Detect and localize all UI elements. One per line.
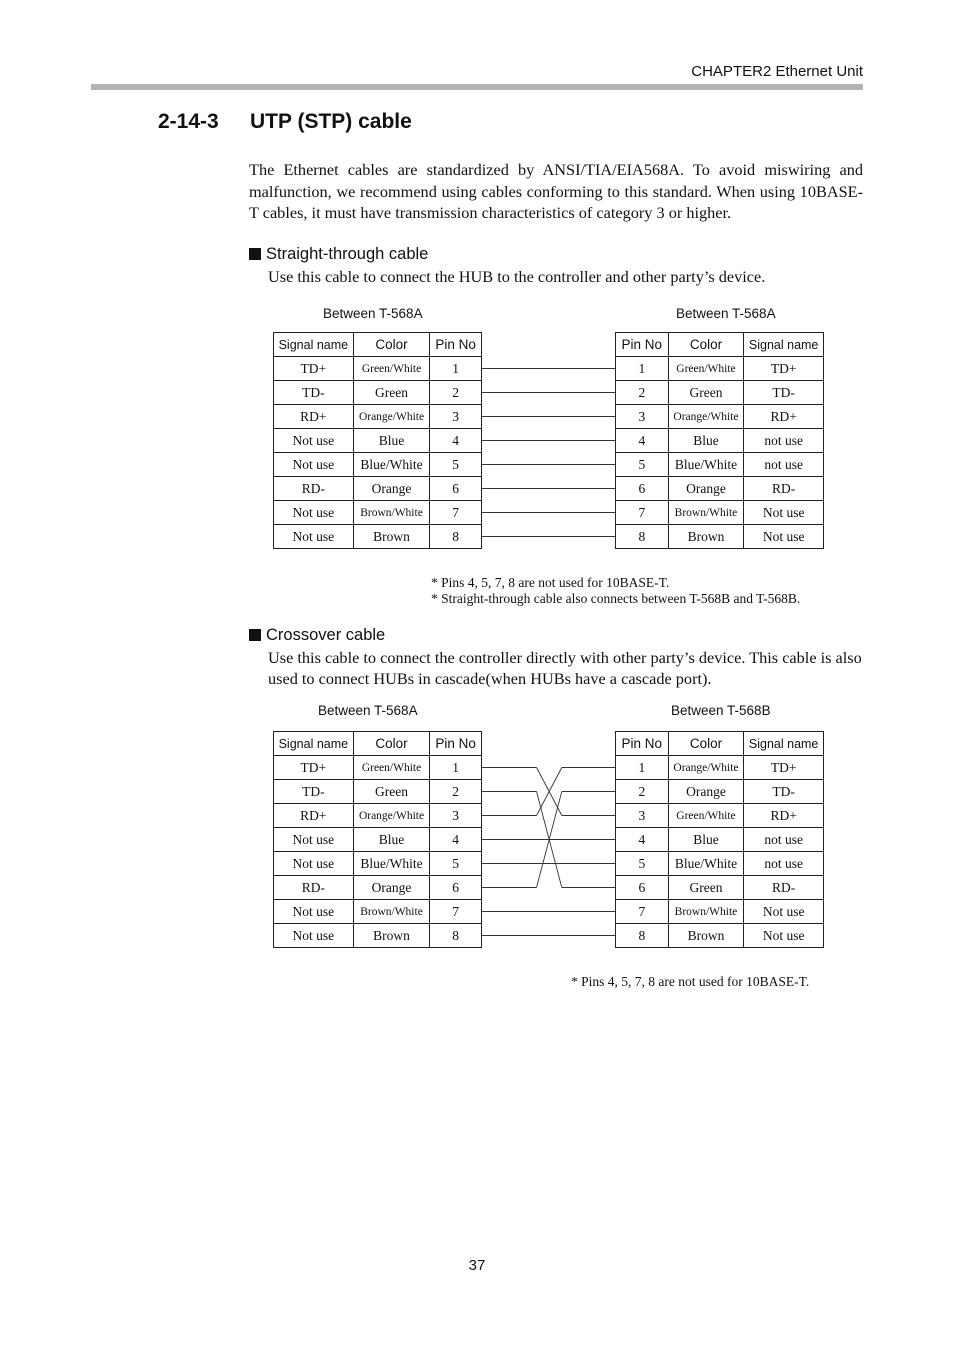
table-cell: TD- <box>744 381 824 405</box>
table-cell: 4 <box>616 429 669 453</box>
table-cell: Not use <box>274 828 354 852</box>
column-header: Pin No <box>616 732 669 756</box>
column-header: Color <box>668 732 744 756</box>
section-title-text: UTP (STP) cable <box>250 110 412 133</box>
table-cell: TD+ <box>744 756 824 780</box>
table-cell: 5 <box>616 852 669 876</box>
table-cell: Green/White <box>668 357 744 381</box>
table-cell: Green/White <box>353 756 430 780</box>
table-cell: RD+ <box>274 405 354 429</box>
table-cell: Not use <box>744 501 824 525</box>
column-header: Color <box>353 333 430 357</box>
table-cell: 1 <box>616 756 669 780</box>
table-cell: 1 <box>430 756 482 780</box>
table-cell: Not use <box>274 924 354 948</box>
table-cell: Blue/White <box>668 852 744 876</box>
table-cell: 2 <box>616 381 669 405</box>
crossover-note-1: * Pins 4, 5, 7, 8 are not used for 10BASE-T. <box>571 974 810 989</box>
table-cell: 3 <box>616 804 669 828</box>
table-cell: 2 <box>616 780 669 804</box>
column-header: Color <box>668 333 744 357</box>
crossover-heading-text: Crossover cable <box>266 626 386 644</box>
chapter-header: CHAPTER2 Ethernet Unit <box>691 63 863 80</box>
table-cell: Not use <box>744 525 824 549</box>
table-cell: Not use <box>274 852 354 876</box>
table-cell: Orange <box>353 477 430 501</box>
straight-note-2: * Straight-through cable also connects between T-568B and T-568B. <box>431 591 801 606</box>
table-cell: TD+ <box>274 756 354 780</box>
table-cell: RD+ <box>744 804 824 828</box>
table-cell: not use <box>744 852 824 876</box>
table-cell: RD- <box>274 477 354 501</box>
table-cell: Green <box>353 381 430 405</box>
table-cell: Not use <box>744 900 824 924</box>
table-cell: Blue <box>668 429 744 453</box>
table-cell: Green <box>353 780 430 804</box>
table-cell: RD- <box>744 876 824 900</box>
table-cell: Blue <box>353 429 430 453</box>
table-cell: Not use <box>274 900 354 924</box>
table-cell: Brown <box>353 924 430 948</box>
table-cell: not use <box>744 429 824 453</box>
table-cell: Blue <box>668 828 744 852</box>
table-cell: Green <box>668 381 744 405</box>
table-cell: 3 <box>616 405 669 429</box>
table-cell: Blue <box>353 828 430 852</box>
table-cell: Orange/White <box>668 405 744 429</box>
section-number: 2-14-3 <box>158 110 219 133</box>
table-cell: 8 <box>616 525 669 549</box>
column-header: Pin No <box>430 732 482 756</box>
table-cell: not use <box>744 828 824 852</box>
table-cell: Green/White <box>668 804 744 828</box>
table-cell: TD- <box>744 780 824 804</box>
straight-left-caption: Between T-568A <box>323 306 423 321</box>
crossover-right-caption: Between T-568B <box>671 703 771 718</box>
table-cell: Brown/White <box>353 900 430 924</box>
table-cell: TD+ <box>274 357 354 381</box>
table-cell: 7 <box>430 501 482 525</box>
straight-description: Use this cable to connect the HUB to the controller and other party’s device. <box>268 267 766 286</box>
table-cell: Orange <box>353 876 430 900</box>
table-cell: Not use <box>274 525 354 549</box>
table-cell: Green <box>668 876 744 900</box>
table-cell: RD- <box>744 477 824 501</box>
straight-heading-text: Straight-through cable <box>266 245 429 263</box>
column-header: Pin No <box>616 333 669 357</box>
column-header: Color <box>353 732 430 756</box>
intro-paragraph: The Ethernet cables are standardized by ANSI/TIA/EIA568A. To avoid miswiring and malfunction, we recommend using cables conforming to this standard. When using 10BASE-T cables, it must have transmission characteristics of category 3 or higher. <box>249 160 863 222</box>
column-header: Signal name <box>274 333 354 357</box>
table-cell: Not use <box>744 924 824 948</box>
table-cell: Blue/White <box>353 453 430 477</box>
table-cell: 6 <box>616 477 669 501</box>
page-number: 37 <box>468 1257 486 1274</box>
table-cell: Blue/White <box>668 453 744 477</box>
table-cell: Brown/White <box>668 501 744 525</box>
table-cell: RD+ <box>274 804 354 828</box>
table-cell: Brown/White <box>668 900 744 924</box>
column-header: Pin No <box>430 333 482 357</box>
table-cell: 7 <box>616 501 669 525</box>
table-cell: TD- <box>274 780 354 804</box>
table-cell: Not use <box>274 453 354 477</box>
table-cell: 6 <box>430 876 482 900</box>
straight-right-caption: Between T-568A <box>676 306 776 321</box>
table-cell: Brown <box>668 525 744 549</box>
table-cell: Brown <box>668 924 744 948</box>
table-cell: Orange/White <box>353 405 430 429</box>
table-cell: 6 <box>616 876 669 900</box>
table-cell: 4 <box>430 828 482 852</box>
table-cell: Not use <box>274 429 354 453</box>
table-cell: Not use <box>274 501 354 525</box>
table-cell: 4 <box>430 429 482 453</box>
table-cell: 6 <box>430 477 482 501</box>
table-cell: 4 <box>616 828 669 852</box>
crossover-description: Use this cable to connect the controller directly with other party’s device. This cable is also used to connect HUBs in cascade(when HUBs have a cascade port). <box>268 648 862 688</box>
table-cell: Green/White <box>353 357 430 381</box>
column-header: Signal name <box>744 732 824 756</box>
table-cell: 1 <box>430 357 482 381</box>
table-cell: 7 <box>616 900 669 924</box>
column-header: Signal name <box>274 732 354 756</box>
table-cell: 2 <box>430 381 482 405</box>
table-cell: 5 <box>616 453 669 477</box>
table-cell: Orange/White <box>668 756 744 780</box>
table-cell: Orange <box>668 780 744 804</box>
straight-note-1: * Pins 4, 5, 7, 8 are not used for 10BASE-T. <box>431 575 670 590</box>
table-cell: RD- <box>274 876 354 900</box>
table-cell: Brown/White <box>353 501 430 525</box>
table-cell: 3 <box>430 405 482 429</box>
table-cell: 8 <box>616 924 669 948</box>
table-cell: 3 <box>430 804 482 828</box>
table-cell: Orange <box>668 477 744 501</box>
table-cell: Brown <box>353 525 430 549</box>
table-cell: Blue/White <box>353 852 430 876</box>
table-cell: 1 <box>616 357 669 381</box>
column-header: Signal name <box>744 333 824 357</box>
table-cell: 5 <box>430 453 482 477</box>
table-cell: 7 <box>430 900 482 924</box>
table-cell: not use <box>744 453 824 477</box>
table-cell: 8 <box>430 924 482 948</box>
table-cell: RD+ <box>744 405 824 429</box>
table-cell: 8 <box>430 525 482 549</box>
table-cell: TD+ <box>744 357 824 381</box>
table-cell: 5 <box>430 852 482 876</box>
crossover-left-caption: Between T-568A <box>318 703 418 718</box>
table-cell: 2 <box>430 780 482 804</box>
table-cell: TD- <box>274 381 354 405</box>
table-cell: Orange/White <box>353 804 430 828</box>
